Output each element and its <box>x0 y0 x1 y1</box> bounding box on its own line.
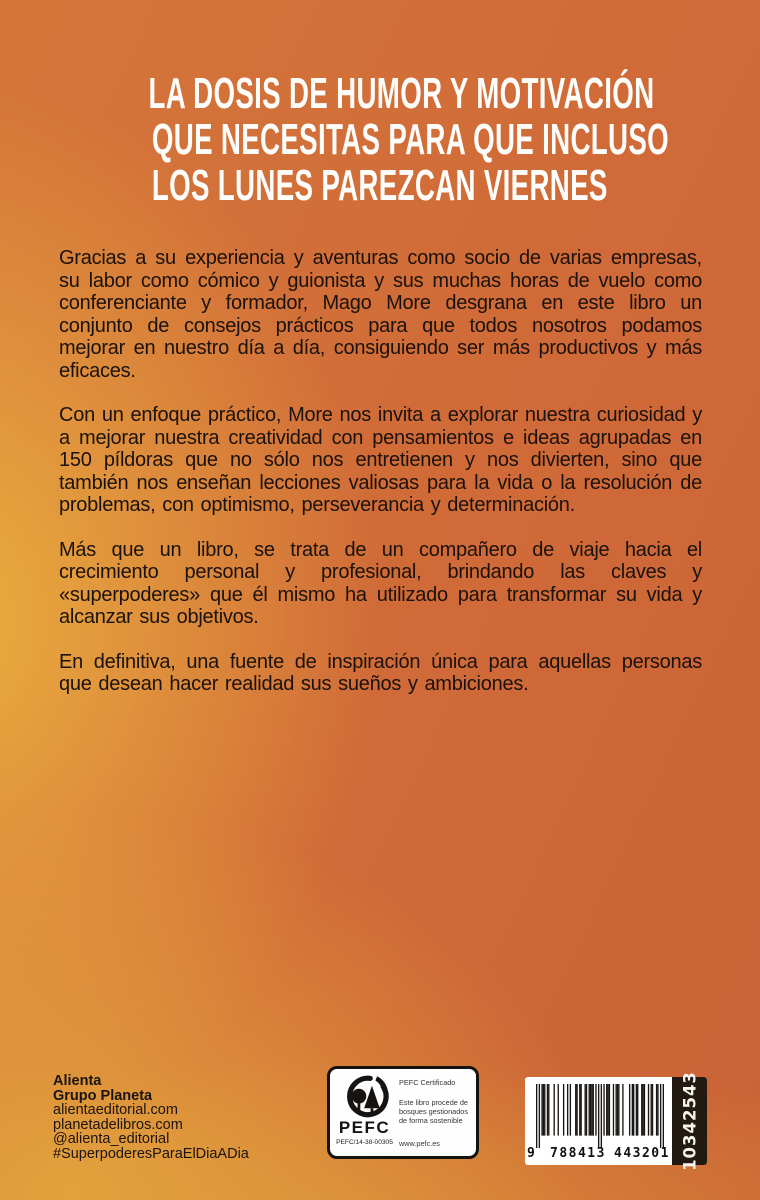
pefc-trees-icon <box>339 1075 391 1119</box>
pefc-claim-text: Este libro procede de bosques gestionados de forma sostenible <box>399 1098 468 1125</box>
pefc-logo-column <box>336 1075 393 1152</box>
pefc-url: www.pefc.es <box>399 1139 440 1148</box>
publisher-hashtag: #SuperpoderesParaElDiaADia <box>53 1145 249 1162</box>
back-cover-copy <box>59 247 702 718</box>
publisher-block <box>53 1074 249 1161</box>
pefc-text-column <box>393 1075 471 1152</box>
paragraph-4: En definitiva, una fuente de inspiración única para aquellas personas que desean hacer realidad sus sueños y ambiciones. <box>59 650 702 695</box>
headline-line-1: LA DOSIS DE HUMOR Y MOTIVACIÓN <box>148 69 655 118</box>
ean-digit-group-1: 9 <box>527 1146 537 1161</box>
barcode-side-strip <box>672 1071 707 1171</box>
paragraph-3: Más que un libro, se trata de un compañero de viaje hacia el crecimiento personal y profesional, brindando las claves y «superpoderes» que él mismo ha utilizado para transformar su vida y alcanzar sus objetivos. <box>59 538 702 628</box>
pefc-certified-label: PEFC Certificado <box>399 1078 456 1087</box>
headline-line-2: QUE NECESITAS PARA QUE INCLUSO <box>151 115 670 164</box>
paragraph-2: Con un enfoque práctico, More nos invita a explorar nuestra curiosidad y a mejorar nuestra creatividad con pensamientos e ideas agrupadas en 150 píldoras que no sólo nos entretienen y nos divierten, sino que también nos enseñan lecciones valiosas para la vida o la resolución de problemas, con optimismo, perseverancia y determinación. <box>59 404 702 516</box>
ean-digit-group-2: 788413 <box>550 1146 606 1161</box>
barcode-sticker <box>525 1071 707 1171</box>
headline <box>0 71 760 209</box>
pefc-logo-word: PEFC <box>338 1118 391 1137</box>
publisher-name: Alienta <box>53 1073 102 1089</box>
publisher-social-handle: @alienta_editorial <box>53 1131 170 1147</box>
pefc-license-number: PEFC/14-38-00305 <box>336 1139 393 1146</box>
ean-digit-group-3: 443201 <box>614 1146 670 1161</box>
publisher-website-2: planetadelibros.com <box>53 1116 183 1133</box>
ean-barcode <box>536 1084 664 1148</box>
publisher-website-1: alientaeditorial.com <box>53 1102 178 1118</box>
paragraph-1: Gracias a su experiencia y aventuras como socio de varias empresas, su labor como cómico y guionista y sus muchas horas de vuelo como conferenciante y formador, Mago More desgrana en este libro un conjunto de consejos prácticos para que todos nosotros podamos mejorar en nuestro día a día, consiguiendo ser más productivos y más eficaces. <box>59 247 702 382</box>
internal-code: 10342543 <box>680 1071 699 1171</box>
pefc-certification-label <box>327 1066 479 1159</box>
headline-line-3: LOS LUNES PAREZCAN VIERNES <box>152 161 608 210</box>
publisher-group: Grupo Planeta <box>53 1087 153 1104</box>
ean-digits <box>525 1146 672 1161</box>
